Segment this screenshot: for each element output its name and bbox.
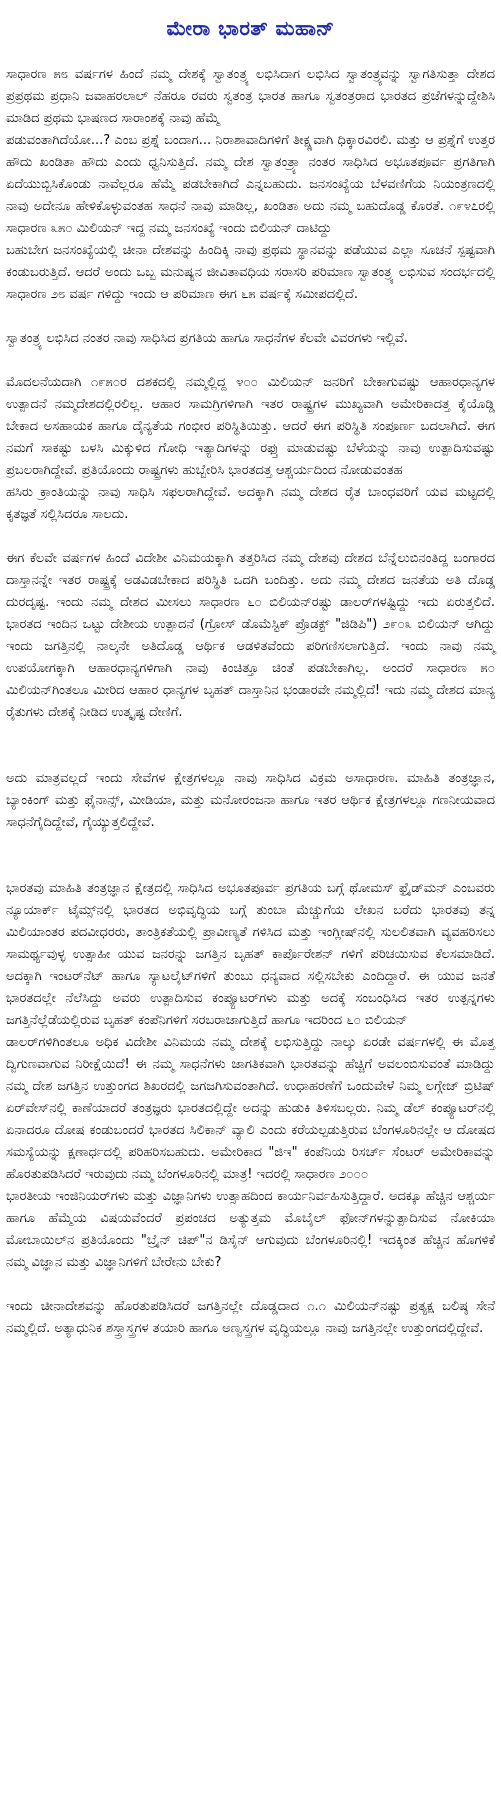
paragraph-spacer — [6, 724, 495, 768]
paragraph: ಸ್ವಾತಂತ್ರ್ಯ ಲಭಿಸಿದ ನಂತರ ನಾವು ಸಾಧಿಸಿದ ಪ್ರಗತಿಯ ಹಾಗೂ ಸಾಧನೆಗಳ ಕೆಲವೇ ವಿವರಗಳು ಇಲ್ಲಿವೆ. — [6, 331, 408, 346]
paragraph: ಅದು ಮಾತ್ರವಲ್ಲದೆ ಇಂದು ಸೇವೆಗಳ ಕ್ಷೇತ್ರಗಳಲ್ಲೂ ನಾವು ಸಾಧಿಸಿದ ವಿಕ್ರಮ ಅಸಾಧಾರಣ. ಮಾಹಿತಿ ತಂತ್ರಜ್ಞಾನ, ಬ್ಯಾಂಕಿಂಗ್ ಮತ್ತು ಫೈನಾನ್ಸ್, ಮೀಡಿಯಾ, ಮತ್ತು ಮನೋರಂಜನಾ ಹಾಗೂ ಇತರ ಆರ್ಥಿಕ ಕ್ಷೇತ್ರಗಳಲ್ಲೂ ಗಣನೀಯವಾದ ಸಾಧನೆಗೈದಿದ್ದೇವೆ, ಗೈಯ್ಯುತ್ತಲಿದ್ದೇವೆ. — [6, 771, 495, 830]
document-body — [6, 64, 495, 1340]
paragraph-spacer — [6, 1274, 495, 1296]
paragraph: ಡಾಲರ್‌ಗಳಿಗಿಂತಲೂ ಅಧಿಕ ವಿದೇಶೀ ವಿನಿಮಯ ನಮ್ಮ ದೇಶಕ್ಕೆ ಲಭಿಸುತ್ತಿದ್ದು ನಾಲ್ಕು ಏರಡೇ ವರ್ಷಗಳಲ್ಲಿ ಈ ಮೊತ್ತ ದ್ವಿಗುಣವಾಗುವ ನಿರೀಕ್ಷೆಯಿದೆ! ಈ ನಮ್ಮ ಸಾಧನೆಗಳು ಜಾಗತಿಕವಾಗಿ ಭಾರತವನ್ನು ಹೆಚ್ಚಿಗೆ ಅವಲಂಬಿಸುವಂತೆ ಮಾಡಿದ್ದು ನಮ್ಮ ದೇಶ ಜಗತ್ತಿನ ಉತ್ತುಂಗದ ಶಿಖರದಲ್ಲಿ ಜಗಜಗಿಸುವಂತಾಗಿದೆ. ಉಧಾಹರಣೆಗೆ ಒಂದುವೇಳೆ ನಿಮ್ಮ ಲಗ್ಗೇಜ್ ಬ್ರಿಟಿಷ್ ಏರ್‌ವೇಸ್‌ನಲ್ಲಿ ಕಾಣೆಯಾದರೆ ತಂತ್ರಜ್ಞರು ಭಾರತದಲ್ಲಿದ್ದೇ ಅದನ್ನು ಹುಡುಕಿ ತಿಳಿಸಬಲ್ಲರು. ನಿಮ್ಮ ಡೆಲ್ ಕಂಪ್ಯೂಟರ್‌ನಲ್ಲಿ ಏನಾದರೂ ದೋಷ ಕಂಡುಬಂದರೆ ಭಾರತದ ಸಿಲಿಕಾನ್ ವ್ಯಾಲಿ ಎಂದು ಕರೆಯಲ್ಪಡುತ್ತಿರುವ ಬೆಂಗಳೂರಿನಲ್ಲೇ ಆ ದೋಷದ ಸಮಸ್ಯೆಯನ್ನು ಕ್ಷಣಾರ್ಧದಲ್ಲಿ ಪರಿಹರಿಸಬಹುದು. ಅಮೇರಿಕಾದ "ಜಿಇ" ಕಂಪೆನಿಯ ರಿಸರ್ಚ್ ಸೆಂಟರ್ ಅಮೇರಿಕಾವನ್ನು ಹೊರತುಪಡಿಸಿದರೆ ಇರುವುದು ನಮ್ಮ ಬೆಂಗಳೂರಿನಲ್ಲಿ ಮಾತ್ರ! ಇದರಲ್ಲಿ ಸಾಧಾರಣ ೨೦೦೦ — [6, 1035, 495, 1182]
paragraph: ಈಗ ಕೆಲವೇ ವರ್ಷಗಳ ಹಿಂದೆ ವಿದೇಶೀ ವಿನಿಮಯಕ್ಕಾಗಿ ತತ್ತರಿಸಿದ ನಮ್ಮ ದೇಶವು ದೇಶದ ಬೆನ್ನೆಲುಬಿನಂತಿದ್ದ ಬಂಗಾರದ ದಾಸ್ತಾನನ್ನೇ ಇತರ ರಾಷ್ಟ್ರಕ್ಕೆ ಅಡವಿಡಬೇಕಾದ ಪರಿಸ್ಥಿತಿ ಒದಗಿ ಬಂದಿತ್ತು. ಅದು ನಮ್ಮ ದೇಶದ ಜನತೆಯ ಅತಿ ದೊಡ್ಡ ದುರದೃಷ್ಟ. ಇಂದು ನಮ್ಮ ದೇಶದ ಮೀಸಲು ಸಾಧಾರಣ ೬೦ ಬಿಲಿಯನ್‌ರಷ್ಟು ಡಾಲರ್‌ಗಳಷ್ಟಿದ್ದು ಇದು ಏರುತ್ತಲಿದೆ. ಭಾರತದ ಇಂದಿನ ಒಟ್ಟು ದೇಶೀಯ ಉತ್ಪಾದನೆ (ಗ್ರೋಸ್ ಡೊಮೆಸ್ಟಿಕ್ ಪ್ರೊಡಕ್ಟ್ "ಜಿಡಿಪಿ") ೨೯೦೩ ಬಿಲಿಯನ್ ಆಗಿದ್ದು ಇಂದು ಜಗತ್ತಿನಲ್ಲಿ ನಾಲ್ಕನೇ ಅತಿದೊಡ್ಡ ಆರ್ಥಿಕ ಆಡಳಿತವೆಂದು ಪರಿಗಣಿಸಲಾಗುತ್ತಿದೆ. ಇಂದು ನಾವು ನಮ್ಮ ಉಪಯೋಗಕ್ಕಾಗಿ ಆಹಾರಧಾನ್ಯಗಳಿಗಾಗಿ ನಾವು ಕಿಂಚಿತ್ತೂ ಚಿಂತೆ ಪಡಬೇಕಾಗಿಲ್ಲ. ಅಂದರೆ ಸಾಧಾರಣ ೫೦ ಮಿಲಿಯನ್‌ಗಿಂತಲೂ ಮೀರಿದ ಆಹಾರ ಧಾನ್ಯಗಳ ಬೃಹತ್ ದಾಸ್ತಾನಿನ ಭಂಡಾರವೇ ನಮ್ಮಲ್ಲಿದೆ! ಇದು ನಮ್ಮ ದೇಶದ ಮಾನ್ಯ ರೈತುಗಳು ದೇಶಕ್ಕೆ ನೀಡಿದ ಉತ್ಕೃಷ್ಟ ದೇಣಿಗೆ. — [6, 551, 495, 720]
paragraph: ಬಹುಬೇಗ ಜನಸಂಖ್ಯೆಯಲ್ಲಿ ಚೀನಾ ದೇಶವನ್ನು ಹಿಂದಿಕ್ಕಿ ನಾವು ಪ್ರಥಮ ಸ್ಥಾನವನ್ನು ಪಡೆಯುವ ಎಲ್ಲಾ ಸೂಚನೆ ಸ್ಪಷ್ಟವಾಗಿ ಕಂಡುಬರುತ್ತಿದೆ. ಆದರೆ ಅಂದು ಒಬ್ಬ ಮನುಷ್ಯನ ಜೀವಿತಾವಧಿಯ ಸರಾಸರಿ ಪರಿಮಾಣ ಸ್ವಾತಂತ್ರ್ಯ ಲಭಿಸುವ ಸಂದರ್ಭದಲ್ಲಿ ಸಾಧಾರಣ ೨೮ ವರ್ಷ ಗಳಿದ್ದು ಇಂದು ಆ ಪರಿಮಾಣ ಈಗ ೬೫ ವರ್ಷಕ್ಕೆ ಸಮೀಪದಲ್ಲಿದೆ. — [6, 243, 495, 302]
paragraph-spacer — [6, 834, 495, 878]
paragraph-spacer — [6, 350, 495, 372]
paragraph: ಇಂದು ಚೀನಾದೇಶವನ್ನು ಹೊರತುಪಡಿಸಿದರೆ ಜಗತ್ತಿನಲ್ಲೇ ದೊಡ್ಡದಾದ ೧.೧ ಮಿಲಿಯನ್‌ನಷ್ಟು ಪ್ರತ್ಯಕ್ಷ ಬಲಿಷ್ಠ ಸೇನೆ ನಮ್ಮಲ್ಲಿದೆ. ಅತ್ಯಾಧುನಿಕ ಶಸ್ತ್ರಾಸ್ತ್ರಗಳ ತಯಾರಿ ಹಾಗೂ ಅಣ್ವಸ್ತ್ರಗಳ ವೃದ್ಧಿಯಲ್ಲೂ ನಾವು ಜಗತ್ತಿನಲ್ಲೇ ಉತ್ತುಂಗದಲ್ಲಿದ್ದೇವೆ. — [6, 1299, 495, 1336]
paragraph: ಭಾರತವು ಮಾಹಿತಿ ತಂತ್ರಜ್ಞಾನ ಕ್ಷೇತ್ರದಲ್ಲಿ ಸಾಧಿಸಿದ ಅಭೂತಪೂರ್ವ ಪ್ರಗತಿಯ ಬಗ್ಗೆ ಥೋಮಸ್ ಫ್ರೈಡ್‌ಮನ್ ಎಂಬವರು ನ್ಯೂಯಾರ್ಕ್ ಟೈಮ್ಸ್‌ನಲ್ಲಿ ಭಾರತದ ಅಭಿವೃದ್ಧಿಯ ಬಗ್ಗೆ ತುಂಬಾ ಮೆಚ್ಚುಗೆಯ ಲೇಖನ ಬರೆದು ಭಾರತವು ತನ್ನ ಮಿಲಿಯಾಂತರ ಪದವೀಧರರು, ತಾಂತ್ರಿಕತೆಯಲ್ಲಿ ಪ್ರಾವೀಣ್ಯತೆ ಗಳಿಸಿದ ಮತ್ತು ಇಂಗ್ಲೀಷ್‌ನಲ್ಲಿ ಸುಲಲಿತವಾಗಿ ವ್ಯವಹರಿಸಲು ಸಾಮರ್ಥ್ಯವುಳ್ಳ ಉತ್ಸಾಹೀ ಯುವ ಜನರನ್ನು ಜಗತ್ತಿನ ಬೃಹತ್ ಕಾರ್ಪೊರೇಶನ್ ಗಳಿಗೆ ಪರಿಚಯಿಸುವ ಕೆಲಸಮಾಡಿದೆ. ಅದಕ್ಕಾಗಿ ಇಂಟರ್‌ನೆಟ್ ಹಾಗೂ ಸ್ಯಾಟಲೈಟ್‌ಗಳಿಗೆ ತುಂಬು ಧನ್ಯವಾದ ಸಲ್ಲಿಸಬೇಕು ಎಂದಿದ್ದಾರೆ. ಈ ಯುವ ಜನತೆ ಭಾರತದಲ್ಲೇ ನೆಲೆಸಿದ್ದು ಅವರು ಉತ್ಪಾದಿಸುವ ಕಂಪ್ಯೂಟರ್‌ಗಳು ಮತ್ತು ಅದಕ್ಕೆ ಸಂಬಂಧಿಸಿದ ಇತರ ಉತ್ಪನ್ನಗಳು ಜಗತ್ತಿನೆಲ್ಲೆಡೆಯಲ್ಲಿರುವ ಬೃಹತ್ ಕಂಪೆನಿಗಳಿಗೆ ಸರಬರಾಜಾಗುತ್ತಿದೆ ಹಾಗೂ ಇದರಿಂದ ೬೦ ಬಿಲಿಯನ್ — [6, 881, 495, 1028]
paragraph: ಮೊದಲನೆಯದಾಗಿ ೧೯೫೦ರ ದಶಕದಲ್ಲಿ ನಮ್ಮಲ್ಲಿದ್ದ ೪೦೦ ಮಿಲಿಯನ್ ಜನರಿಗೆ ಬೇಕಾಗುವಷ್ಟು ಆಹಾರಧಾನ್ಯಗಳ ಉತ್ಪಾದನೆ ನಮ್ಮದೇಶದಲ್ಲಿರಲಿಲ್ಲ. ಆಹಾರ ಸಾಮಗ್ರಿಗಳಿಗಾಗಿ ಇತರ ರಾಷ್ಟ್ರಗಳ ಮುಖ್ಯವಾಗಿ ಅಮೇರಿಕಾದತ್ತ ಕೈಯೊಡ್ಡಿ ಬೇಕಾದ ಅಸಹಾಯಕ ಹಾಗೂ ದೈನ್ಯತೆಯ ಗಂಭೀರ ಪರಿಸ್ಥಿತಿಯಿತ್ತು. ಆದರೆ ಈಗ ಪರಿಸ್ಥಿತಿ ಸಂಪೂರ್ಣ ಬದಲಾಗಿದೆ. ಈಗ ನಮಗೆ ಸಾಕಷ್ಟು ಬಳಸಿ ಮಿಕ್ಕುಳಿದ ಗೋಧಿ ಇತ್ಯಾದಿಗಳನ್ನು ರಫ್ತು ಮಾಡುವಷ್ಟು ಬೆಳೆಯನ್ನು ನಾವು ಉತ್ಪಾದಿಸುವಷ್ಟು ಪ್ರಬಲರಾಗಿದ್ದೇವೆ. ಪ್ರತಿಯೊಂದು ರಾಷ್ಟ್ರಗಳು ಹುಬ್ಬೇರಿಸಿ ಭಾರತದತ್ತ ಆಶ್ಚರ್ಯದಿಂದ ನೋಡುವಂತಹ — [6, 375, 495, 478]
paragraph: ಪಡುವಂತಾಗಿದೆಯೋ...? ಎಂಬ ಪ್ರಶ್ನೆ ಬಂದಾಗ... ನಿರಾಶಾವಾದಿಗಳಿಗೆ ತೀಕ್ಷ್ಣವಾಗಿ ಧಿಕ್ಕಾರವಿರಲಿ. ಮತ್ತು ಆ ಪ್ರಶ್ನೆಗೆ ಉತ್ತರ ಹೌದು ಖಂಡಿತಾ ಹೌದು ಎಂದು ಧ್ವನಿಸುತ್ತಿದೆ. ನಮ್ಮ ದೇಶ ಸ್ವಾತಂತ್ರ್ಯಾ ನಂತರ ಸಾಧಿಸಿದ ಅಭೂತಪೂರ್ವ ಪ್ರಗತಿಗಾಗಿ ಏದೆಯುಬ್ಬಿಸಿಕೊಂಡು ನಾವೆಲ್ಲರೂ ಹೆಮ್ಮೆ ಪಡಬೇಕಾಗಿದೆ ಎನ್ನಬಹುದು. ಜನಸಂಖ್ಯೆಯ ಬೆಳವಣಿಗೆಯ ನಿಯಂತ್ರಣದಲ್ಲಿ ನಾವು ಅದೇನೂ ಹೇಳಿಕೊಳ್ಳುವಂತಹ ಸಾಧನೆ ನಾವು ಮಾಡಿಲ್ಲ, ಖಂಡಿತಾ ಅದು ನಮ್ಮ ಬಹುದೊಡ್ಡ ಕೊರತೆ. ೧೯೪೭ರಲ್ಲಿ ಸಾಧಾರಣ ೩೫೦ ಮಿಲಿಯನ್ ಇದ್ದ ನಮ್ಮ ಜನಸಂಖ್ಯೆ ಇಂದು ಬಿಲಿಯನ್ ದಾಟಿದ್ದು — [6, 133, 495, 236]
paragraph: ಹಸಿರು ಕ್ರಾಂತಿಯನ್ನು ನಾವು ಸಾಧಿಸಿ ಸಫಲರಾಗಿದ್ದೇವೆ. ಅದಕ್ಕಾಗಿ ನಮ್ಮ ದೇಶದ ರೈತ ಬಾಂಧವರಿಗೆ ಯವ ಮಟ್ಟದಲ್ಲಿ ಕೃತಜ್ಞತೆ ಸಲ್ಲಿಸಿದರೂ ಸಾಲದು. — [6, 485, 495, 522]
paragraph: ಭಾರತೀಯ ಇಂಜಿನಿಯರ್‌ಗಳು ಮತ್ತು ವಿಜ್ಞಾನಿಗಳು ಉತ್ಸಾಹದಿಂದ ಕಾರ್ಯನಿರ್ವಹಿಸುತ್ತಿದ್ದಾರೆ. ಅದಕ್ಕೂ ಹೆಚ್ಚಿನ ಆಶ್ಚರ್ಯ ಹಾಗೂ ಹೆಮ್ಮೆಯ ವಿಷಯವೆಂದರೆ ಪ್ರಪಂಚದ ಅತ್ಯುತ್ತಮ ಮೊಬೈಲ್ ಫೋನ್‌ಗಳನ್ನುತ್ಪಾದಿಸುವ ನೋಕಿಯಾ ಮೋಬಾಯಿಲ್‌ನ ಪ್ರತಿಯೊಂದು "ಬ್ರೈನ್ ಚಿಪ್"ನ ಡಿಸೈನ್ ಆಗುವುದು ಬೆಂಗಳೂರಿನಲ್ಲಿ! ಇದಕ್ಕಿಂತ ಹೆಚ್ಚಿನ ಹೊಗಳಿಕೆ ನಮ್ಮ ವಿಜ್ಞಾನ ಮತ್ತು ವಿಜ್ಞಾನಿಗಳಿಗೆ ಬೇರೇನು ಬೇಕು? — [6, 1189, 495, 1270]
paragraph: ಸಾಧಾರಣ ೫೮ ವರ್ಷಗಳ ಹಿಂದೆ ನಮ್ಮ ದೇಶಕ್ಕೆ ಸ್ವಾತಂತ್ರ್ಯ ಲಭಿಸಿದಾಗ ಲಭಿಸಿದ ಸ್ವಾತಂತ್ರ್ಯವನ್ನು ಸ್ವಾಗತಿಸುತ್ತಾ ದೇಶದ ಪ್ರಪ್ರಥಮ ಪ್ರಧಾನಿ ಜವಾಹರಲಾಲ್ ನೆಹರೂ ರವರು ಸ್ವತಂತ್ರ ಭಾರತ ಹಾಗೂ ಸ್ವತಂತ್ರರಾದ ಭಾರತದ ಪ್ರಜೆಗಳನ್ನುದ್ದೇಶಿಸಿ ಮಾಡಿದ ಪ್ರಥಮ ಭಾಷಣದ ಸಾರಾಂಶಕ್ಕೆ ನಾವು ಹೆಮ್ಮೆ — [6, 67, 495, 126]
document-title: ಮೇರಾ ಭಾರತ್ ಮಹಾನ್ — [166, 16, 335, 40]
paragraph-spacer — [6, 306, 495, 328]
paragraph-spacer — [6, 526, 495, 548]
